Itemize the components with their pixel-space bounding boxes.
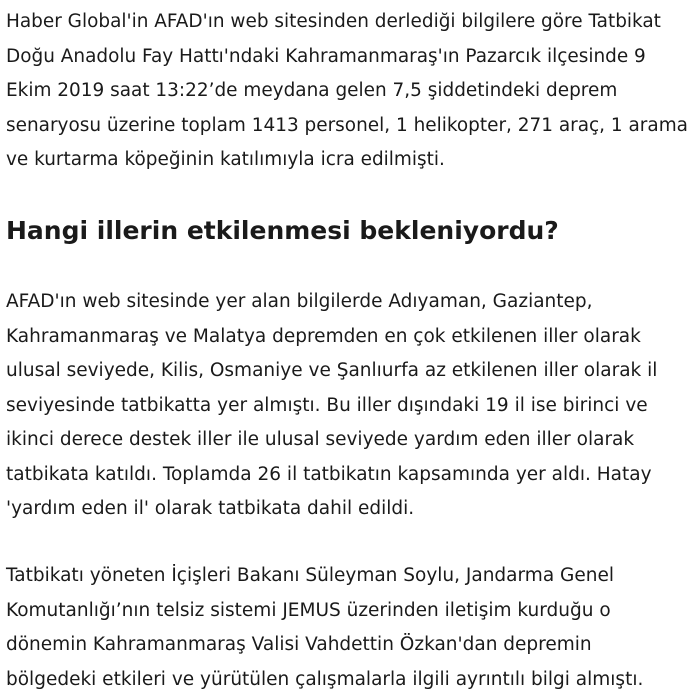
paragraph-line: ikinci derece destek iller ile ulusal seviyede yardım eden iller olarak <box>6 423 657 458</box>
paragraph-line: Haber Global'in AFAD'ın web sitesinden derlediği bilgilere göre Tatbikat <box>6 5 688 40</box>
paragraph-line: dönemin Kahramanmaraş Valisi Vahdettin Özkan'dan depremin <box>6 628 643 663</box>
paragraph-line: ulusal seviyede, Kilis, Osmaniye ve Şanlıurfa az etkilenen iller olarak il <box>6 354 657 389</box>
paragraph-line: Ekim 2019 saat 13:22’de meydana gelen 7,5 şiddetindeki deprem <box>6 74 688 109</box>
paragraph-minister-communication <box>6 559 643 697</box>
paragraph-line: senaryosu üzerine toplam 1413 personel, 1 helikopter, 271 araç, 1 arama <box>6 109 688 144</box>
section-heading: Hangi illerin etkilenmesi bekleniyordu? <box>6 214 559 248</box>
paragraph-exercise-details <box>6 5 690 178</box>
paragraph-line: tatbikata katıldı. Toplamda 26 il tatbikatın kapsamında yer aldı. Hatay <box>6 458 657 493</box>
paragraph-line: Tatbikatı yöneten İçişleri Bakanı Süleyman Soylu, Jandarma Genel <box>6 559 643 594</box>
paragraph-line: AFAD'ın web sitesinde yer alan bilgilerde Adıyaman, Gaziantep, <box>6 285 657 320</box>
paragraph-line: Komutanlığı’nın telsiz sistemi JEMUS üzerinden iletişim kurduğu o <box>6 594 643 629</box>
paragraph-line: bölgedeki etkileri ve yürütülen çalışmalarla ilgili ayrıntılı bilgi almıştı. <box>6 663 643 697</box>
paragraph-line: ve kurtarma köpeğinin katılımıyla icra edilmişti. <box>6 143 688 178</box>
paragraph-affected-provinces <box>6 285 657 527</box>
paragraph-line: 'yardım eden il' olarak tatbikata dahil edildi. <box>6 492 657 527</box>
paragraph-line: seviyesinde tatbikatta yer almıştı. Bu iller dışındaki 19 il ise birinci ve <box>6 389 657 424</box>
paragraph-line: Kahramanmaraş ve Malatya depremden en çok etkilenen iller olarak <box>6 320 657 355</box>
paragraph-line: Doğu Anadolu Fay Hattı'ndaki Kahramanmaraş'ın Pazarcık ilçesinde 9 <box>6 40 688 75</box>
